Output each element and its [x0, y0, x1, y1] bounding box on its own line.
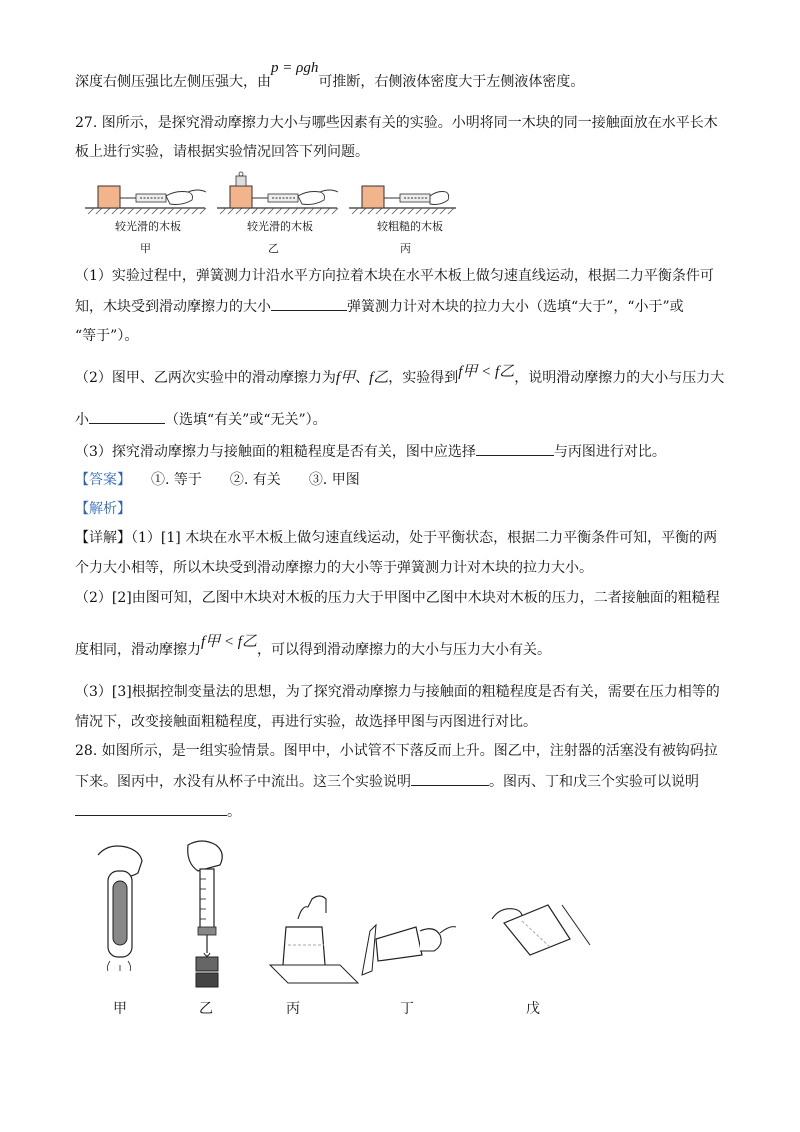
- setup-bing: [349, 186, 456, 214]
- detail-2-line1: （2）[2]由图可知，乙图中木块对木板的压力大于甲图中乙图中木块对木板的压力，二者接触面的粗糙程: [75, 590, 720, 606]
- setup-yi: [217, 172, 338, 214]
- q27-part2-text-d: 小: [75, 412, 89, 428]
- detail-1-line2: 个力大小相等，所以木块受到滑动摩擦力的大小等于弹簧测力计对木块的拉力大小。: [75, 560, 593, 576]
- setup-jia: [85, 186, 206, 214]
- answer-2: ②. 有关: [229, 472, 281, 488]
- q28-text-c: 。: [227, 804, 241, 820]
- answer-1: ①. 等于: [151, 472, 202, 488]
- air-pressure-experiments-figure: [80, 835, 640, 995]
- detail-2-text-b: ，可以得到滑动摩擦力的大小与压力大小有关。: [256, 642, 551, 658]
- q28-label-bing: 丙: [286, 1001, 300, 1017]
- q28-line2: [75, 771, 699, 792]
- intro-prefix: 深度右侧压强比左侧压强大，由: [75, 74, 271, 90]
- answer-blank-4[interactable]: [411, 771, 489, 786]
- label-jia: 甲: [140, 242, 151, 255]
- q27-line1: 27. 图所示，是探究滑动摩擦力大小与哪些因素有关的实验。小明将同一木块的同一接触面放在水平长木: [75, 115, 718, 131]
- caption-bing: 较粗糙的木板: [377, 220, 443, 233]
- q28-label-jia: 甲: [113, 1001, 127, 1017]
- answer-3: ③. 甲图: [308, 472, 360, 488]
- symbol-f-jia: f甲: [335, 370, 356, 386]
- q27-part2-sep: 、: [355, 370, 370, 386]
- q27-line2: 板上进行实验，请根据实验情况回答下列问题。: [75, 144, 369, 160]
- q27-part1-text-a: 知，木块受到滑动摩擦力的大小: [75, 299, 271, 315]
- caption-jia: 较光滑的木板: [115, 220, 181, 233]
- q28-label-yi: 乙: [199, 1001, 213, 1017]
- q27-part2-text-b: ，实验得到: [388, 370, 459, 386]
- q27-part1-text-b: 弹簧测力计对木块的拉力大小（选填“大于”，“小于”或: [347, 299, 684, 315]
- detail-3-line1: （3）[3]根据控制变量法的思想，为了探究滑动摩擦力与接触面的粗糙程度是否有关，需要在压力相等的: [75, 684, 720, 700]
- q27-part2-text-a: （2）图甲、乙两次实验中的滑动摩擦力为: [75, 370, 336, 386]
- analysis-tag: 【解析】: [75, 501, 131, 517]
- answer-tag: 【答案】: [75, 472, 131, 488]
- q28-label-wu: 戊: [526, 1001, 540, 1017]
- answer-blank-5[interactable]: [75, 801, 227, 816]
- q28-text-b: 。图丙、丁和戊三个实验可以说明: [489, 774, 699, 790]
- figure-jia-test-tube: [98, 846, 142, 971]
- figure-bing-cup: [270, 896, 358, 983]
- figure-wu-cup: [492, 905, 590, 955]
- figure-yi-syringe: [188, 841, 223, 987]
- detail-1-line1: 【详解】（1）[1] 木块在水平木板上做匀速直线运动，处于平衡状态，根据二力平衡条件可知，平衡的两: [75, 530, 718, 546]
- q27-part1-line3: “等于”）。: [75, 328, 139, 344]
- q27-part3-text-a: （3）探究滑动摩擦力与接触面的粗糙程度是否有关，图中应选择: [75, 444, 476, 460]
- caption-yi: 较光滑的木板: [247, 220, 313, 233]
- q28-line3: [75, 801, 241, 822]
- intro-suffix: 可推断，右侧液体密度大于左侧液体密度。: [318, 74, 585, 90]
- friction-experiment-figure: [80, 170, 460, 250]
- q27-part1-line2: [75, 296, 684, 317]
- detail-inequality: f甲 < f乙: [201, 634, 257, 650]
- q27-part2-line2: [75, 409, 327, 430]
- answer-blank-3[interactable]: [476, 441, 554, 456]
- symbol-f-yi: f乙: [369, 370, 389, 386]
- label-yi: 乙: [268, 242, 279, 255]
- answer-line: [75, 470, 360, 490]
- q27-part3-text-b: 与丙图进行对比。: [553, 444, 666, 460]
- label-bing: 丙: [400, 242, 411, 255]
- q27-part1-line1: （1）实验过程中，弹簧测力计沿水平方向拉着木块在水平木板上做匀速直线运动，根据二力平衡条件可: [75, 268, 714, 284]
- detail-2-line2: [75, 634, 551, 660]
- q28-line1: 28. 如图所示，是一组实验情景。图甲中，小试管不下落反而上升。图乙中，注射器的活塞没有被钩码拉: [75, 743, 718, 759]
- q28-label-ding: 丁: [400, 1001, 414, 1017]
- detail-3-line2: 情况下，改变接触面粗糙程度，再进行实验，故选择甲图与丙图进行对比。: [75, 714, 537, 730]
- answer-blank-1[interactable]: [271, 296, 347, 311]
- q27-part2-line1: [75, 364, 725, 388]
- figure-ding-cup: [362, 925, 456, 975]
- detail-2-text-a: 度相同，滑动摩擦力: [75, 642, 201, 658]
- answer-blank-2[interactable]: [89, 409, 165, 424]
- formula-p-rho-g-h: p = ρgh: [271, 60, 319, 76]
- q28-text-a: 下来。图丙中，水没有从杯子中流出。这三个实验说明: [75, 774, 411, 790]
- q27-part2-text-e: （选填“有关”或“无关”）。: [165, 412, 327, 428]
- intro-line: [75, 60, 585, 92]
- q27-part3-line: [75, 441, 666, 462]
- q27-part2-text-c: ，说明滑动摩擦力的大小与压力大: [514, 370, 725, 386]
- inequality-f-jia-less-f-yi: f甲 < f乙: [458, 364, 515, 380]
